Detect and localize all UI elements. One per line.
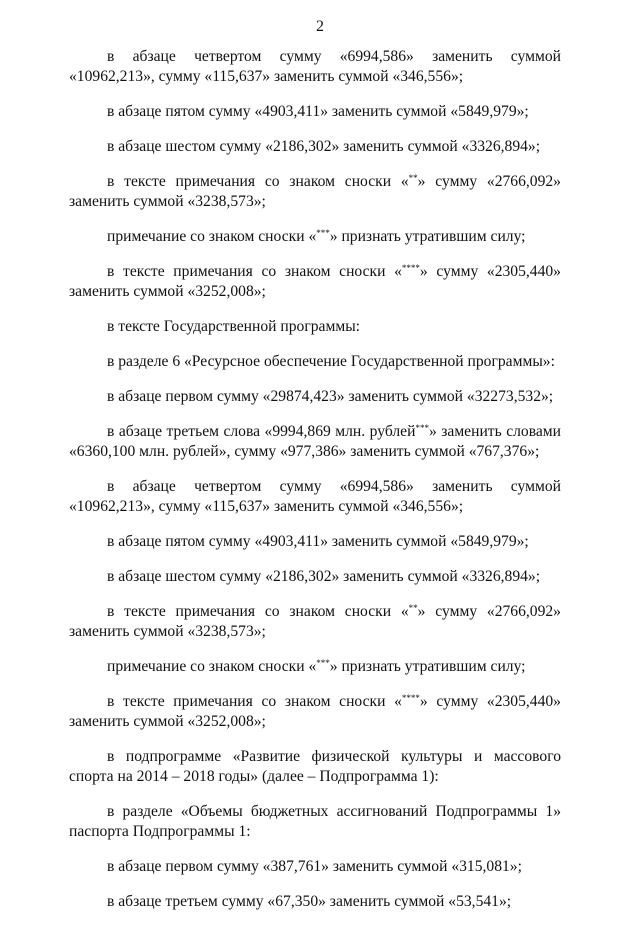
paragraph: [69, 387, 561, 407]
paragraph: [69, 532, 561, 552]
footnote-mark: ****: [401, 693, 420, 703]
paragraph: [69, 802, 561, 842]
paragraph: [69, 422, 561, 462]
paragraph-text: в тексте примечания со знаком сноски «: [107, 263, 402, 280]
footnote-mark: ****: [401, 263, 420, 273]
paragraph: [69, 317, 561, 337]
paragraph-text: в абзаце пятом сумму «4903,411» заменить суммой «5849,979»;: [107, 103, 529, 120]
paragraph: [69, 567, 561, 587]
footnote-mark: **: [408, 603, 418, 613]
paragraph: [69, 692, 561, 732]
paragraph: [69, 477, 561, 517]
paragraph-text: в абзаце шестом сумму «2186,302» заменить суммой «3326,894»;: [107, 568, 541, 585]
paragraph-text: » сумму «2305,440» заменить суммой «3252,008»;: [69, 263, 561, 300]
paragraph-text: » признать утратившим силу;: [329, 658, 526, 675]
paragraph: [69, 602, 561, 642]
paragraph-text: в тексте Государственной программы:: [107, 318, 361, 335]
paragraph-text: » сумму «2766,092» заменить суммой «3238,573»;: [69, 173, 561, 210]
paragraph-text: » сумму «2766,092» заменить суммой «3238,573»;: [69, 603, 561, 640]
paragraph: [69, 747, 561, 787]
paragraph: [69, 857, 561, 877]
paragraph-text: в разделе «Объемы бюджетных ассигнований Подпрограммы 1» паспорта Подпрограммы 1:: [69, 803, 561, 840]
paragraph: [69, 47, 561, 87]
paragraph-text: в разделе 6 «Ресурсное обеспечение Государственной программы»:: [107, 353, 555, 370]
paragraph-text: в абзаце третьем сумму «67,350» заменить суммой «53,541»;: [107, 893, 512, 910]
paragraph-text: в тексте примечания со знаком сноски «: [107, 693, 402, 710]
paragraph-text: » заменить словами «6360,100 млн. рублей», сумму «977,386» заменить суммой «767,376»;: [69, 423, 562, 460]
footnote-mark: ***: [415, 423, 429, 433]
paragraph-text: » сумму «2305,440» заменить суммой «3252,008»;: [69, 693, 561, 730]
paragraph: [69, 227, 561, 247]
paragraph: [69, 137, 561, 157]
paragraph-text: » признать утратившим силу;: [329, 228, 526, 245]
footnote-mark: **: [408, 173, 418, 183]
paragraph-text: в абзаце пятом сумму «4903,411» заменить суммой «5849,979»;: [107, 533, 529, 550]
paragraph-text: в подпрограмме «Развитие физической культуры и массового спорта на 2014 – 2018 годы» (далее – Подпрограмма 1):: [69, 748, 561, 785]
paragraph-text: в абзаце третьем слова «9994,869 млн. рублей: [107, 423, 416, 440]
paragraph-text: в тексте примечания со знаком сноски «: [107, 603, 409, 620]
paragraph-text: в абзаце первом сумму «387,761» заменить суммой «315,081»;: [107, 858, 522, 875]
paragraph: [69, 262, 561, 302]
document-body: [69, 47, 561, 927]
paragraph-text: в тексте примечания со знаком сноски «: [107, 173, 409, 190]
paragraph: [69, 657, 561, 677]
paragraph-text: примечание со знаком сноски «: [107, 228, 317, 245]
paragraph-text: в абзаце четвертом сумму «6994,586» заменить суммой «10962,213», сумму «115,637» заменить суммой «346,556»;: [69, 478, 561, 515]
paragraph: [69, 102, 561, 122]
page-number: 2: [316, 18, 324, 35]
paragraph-text: в абзаце первом сумму «29874,423» заменить суммой «32273,532»;: [107, 388, 554, 405]
footnote-mark: ***: [316, 658, 330, 668]
paragraph-text: в абзаце шестом сумму «2186,302» заменить суммой «3326,894»;: [107, 138, 541, 155]
footnote-mark: ***: [316, 228, 330, 238]
paragraph: [69, 352, 561, 372]
paragraph-text: примечание со знаком сноски «: [107, 658, 317, 675]
paragraph: [69, 172, 561, 212]
paragraph: [69, 892, 561, 912]
paragraph-text: в абзаце четвертом сумму «6994,586» заменить суммой «10962,213», сумму «115,637» заменить суммой «346,556»;: [69, 48, 561, 85]
